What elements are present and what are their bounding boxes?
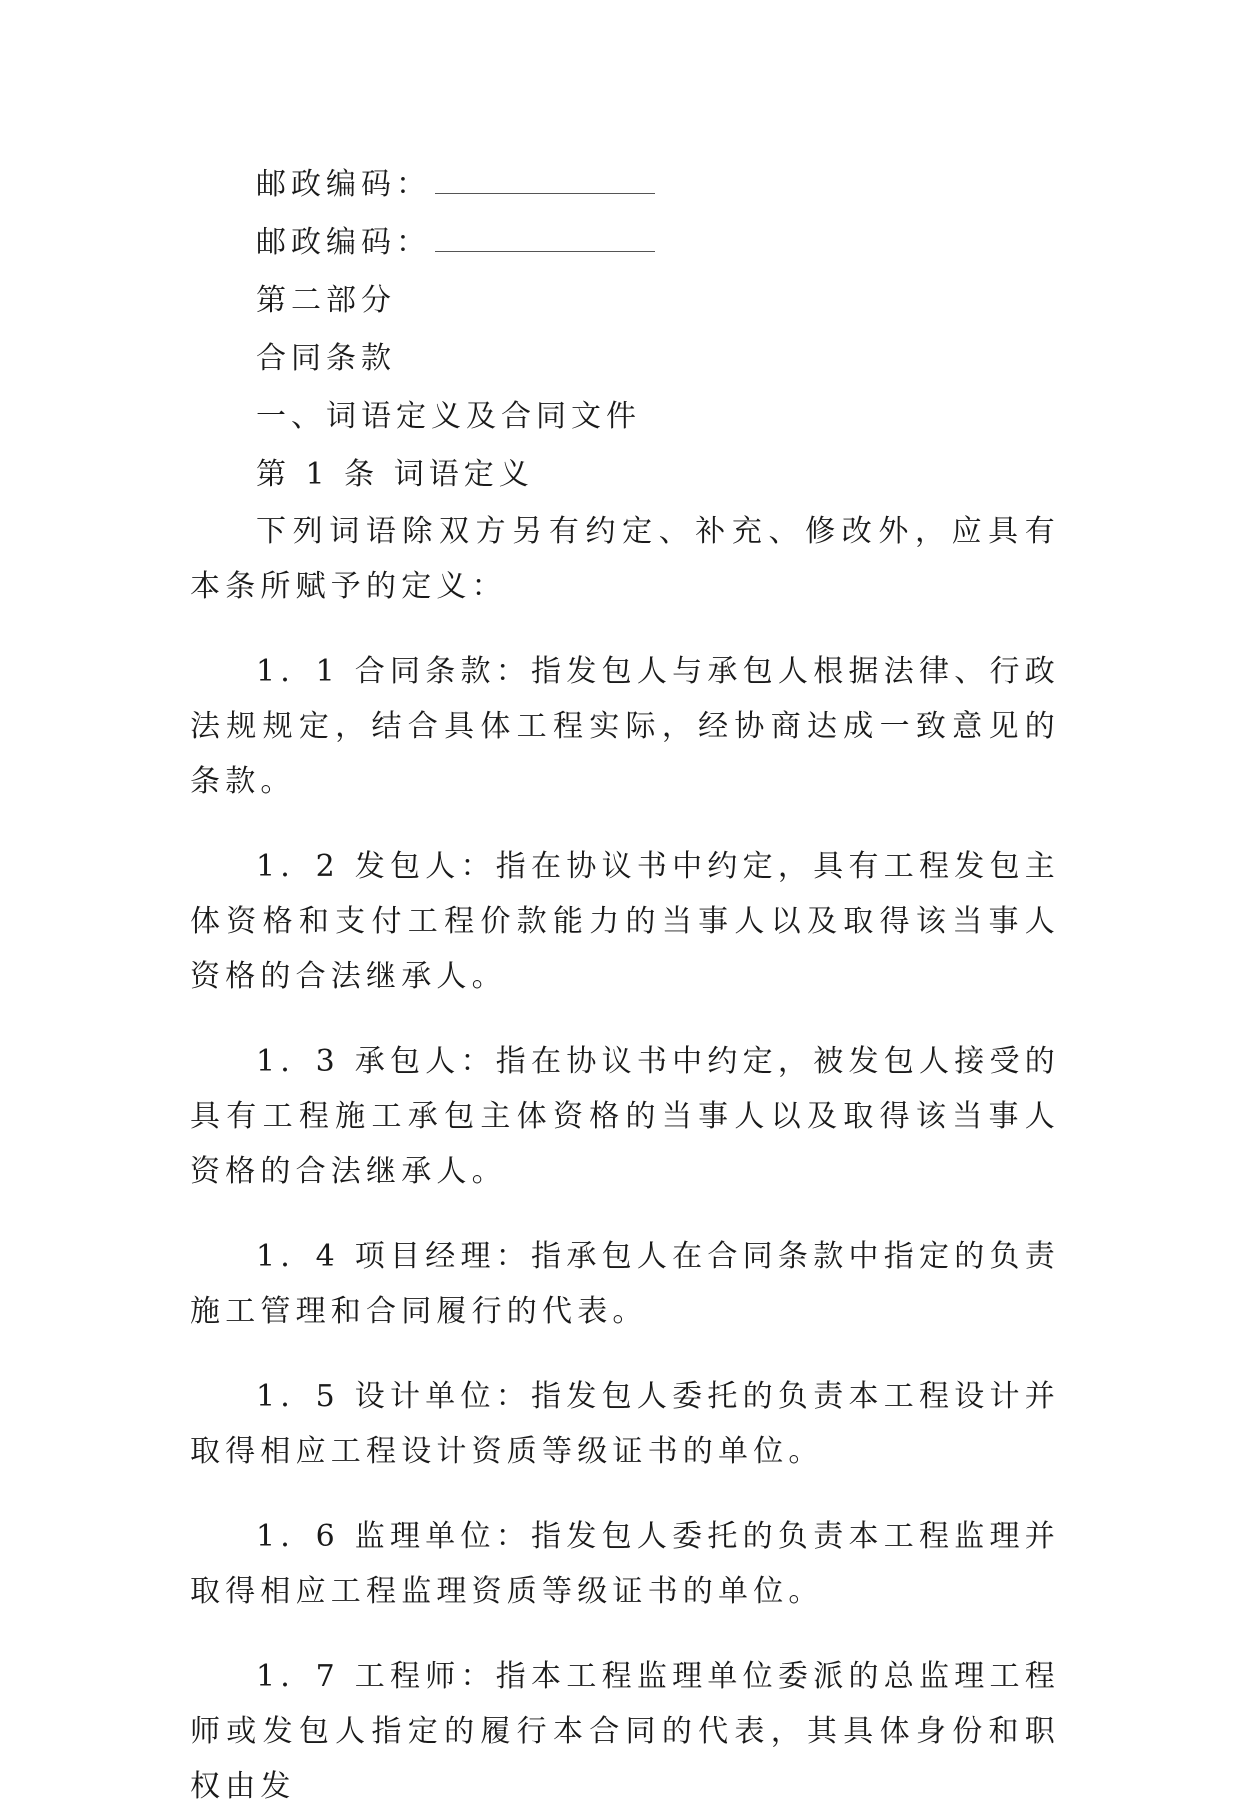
paragraph-definition: 1．4 项目经理：指承包人在合同条款中指定的负责施工管理和合同履行的代表。 xyxy=(190,1239,1060,1329)
paragraph-definition: 1．3 承包人：指在协议书中约定，被发包人接受的具有工程施工承包主体资格的当事人以及取得该当事人资格的合法继承人。 xyxy=(190,1044,1060,1189)
paragraph-intro: 下列词语除双方另有约定、补充、修改外，应具有本条所赋予的定义： xyxy=(190,514,1060,604)
chapter-title: 一、词语定义及合同文件 xyxy=(256,399,641,434)
paragraph-definition: 1．1 合同条款：指发包人与承包人根据法律、行政法规规定，结合具体工程实际，经协商达成一致意见的条款。 xyxy=(190,654,1060,799)
paragraph-definition: 1．7 工程师：指本工程监理单位委派的总监理工程师或发包人指定的履行本合同的代表，其具体身份和职权由发 xyxy=(190,1659,1060,1804)
postal-code-field xyxy=(190,214,1060,272)
postal-code-field xyxy=(190,156,1060,214)
paragraph-definition: 1．6 监理单位：指发包人委托的负责本工程监理并取得相应工程监理资质等级证书的单位。 xyxy=(190,1519,1060,1609)
postal-code-blank[interactable] xyxy=(435,249,655,252)
document-body xyxy=(190,156,1060,1820)
paragraph-definition: 1．5 设计单位：指发包人委托的负责本工程设计并取得相应工程设计资质等级证书的单位。 xyxy=(190,1379,1060,1469)
postal-code-blank[interactable] xyxy=(435,191,655,194)
section-title: 合同条款 xyxy=(256,341,396,376)
postal-code-label: 邮政编码： xyxy=(256,167,431,202)
article-title: 第 1 条 词语定义 xyxy=(256,457,534,492)
part-title: 第二部分 xyxy=(256,283,396,318)
paragraph-definition: 1．2 发包人：指在协议书中约定，具有工程发包主体资格和支付工程价款能力的当事人以及取得该当事人资格的合法继承人。 xyxy=(190,849,1060,994)
postal-code-label: 邮政编码： xyxy=(256,225,431,260)
